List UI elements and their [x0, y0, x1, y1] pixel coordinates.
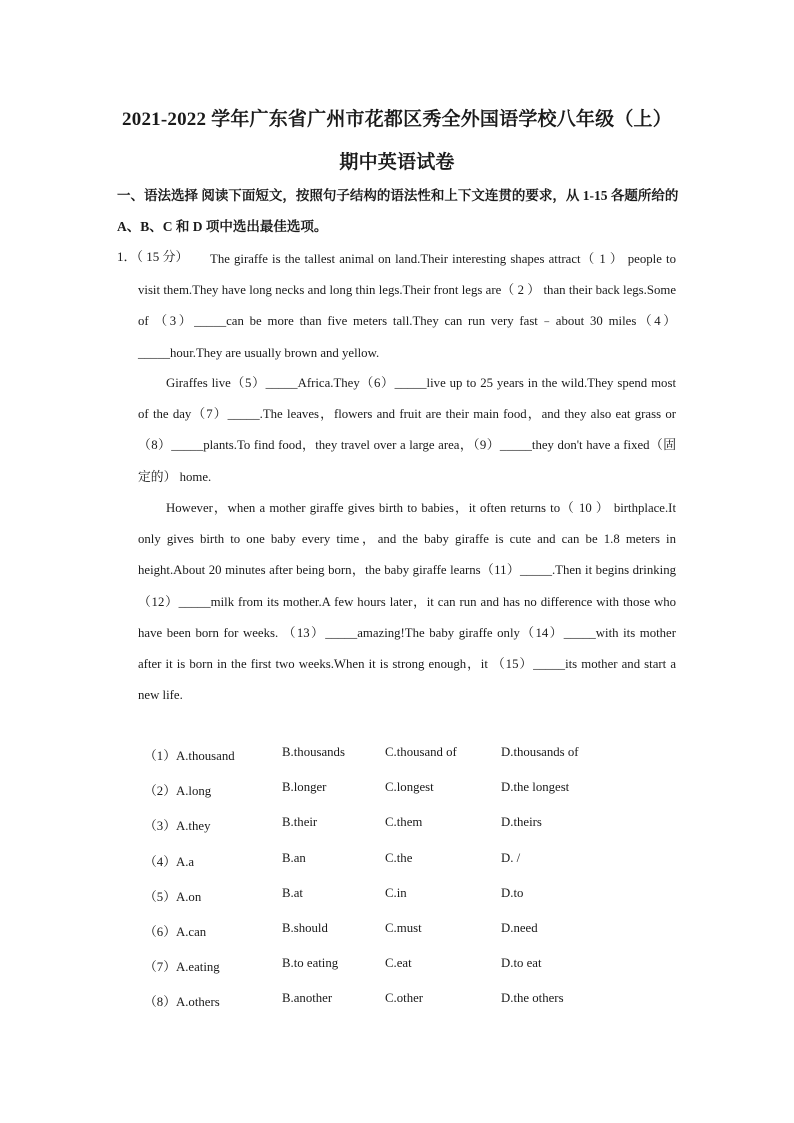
section-heading: 一、语法选择 阅读下面短文，按照句子结构的语法性和上下文连贯的要求，从 1-15 各题所给的 A、B、C 和 D 项中选出最佳选项。: [117, 188, 679, 234]
option-a: （7）A.eating: [144, 960, 220, 975]
options-list: [144, 745, 664, 1027]
option-a: （8）A.others: [144, 995, 220, 1010]
option-d: D. /: [501, 850, 521, 865]
option-d: D.to: [501, 885, 524, 900]
question-number: 1．（ 15 分）: [117, 249, 189, 264]
option-c: C.other: [385, 991, 424, 1006]
exam-title-line1: 2021-2022 学年广东省广州市花都区秀全外国语学校八年级（上）: [122, 109, 672, 130]
option-a: （6）A.can: [144, 924, 207, 939]
option-row: [144, 886, 664, 921]
passage-paragraph-1: [138, 244, 676, 369]
option-row: [144, 956, 664, 991]
option-a: （3）A.they: [144, 819, 211, 834]
option-c: C.the: [385, 850, 413, 865]
option-d: D.the others: [501, 991, 564, 1006]
option-b: B.should: [282, 920, 328, 935]
option-c: C.them: [385, 815, 423, 830]
option-a: （2）A.long: [144, 784, 212, 799]
option-b: B.an: [282, 850, 306, 865]
option-d: D.thousands of: [501, 745, 579, 759]
passage-paragraph-2: Giraffes live（5）_____Africa.They（6）_____live up to 25 years in the wild.They spend most of the day（7）_____.The leaves，flowers and fruit are their main food，and they also eat grass or（8）_____plants.To find food，they travel over a large area，（9）_____they don't have a fixed（固定的） home.: [138, 376, 676, 484]
option-row: [144, 745, 664, 780]
exam-title-line2: 期中英语试卷: [339, 152, 455, 173]
passage-paragraph-3: However，when a mother giraffe gives birth to babies，it often returns to（ 10 ） birthplace.It only gives birth to one baby every time，and the baby giraffe is cute and can be 1.8 meters in height.About 20 minutes after being born，the baby giraffe learns（11）_____.Then it begins drinking（12）_____milk from its mother.A few hours later，it can run and has no difference with those who have been born for weeks. （13）_____amazing!The baby giraffe only（14）_____with its mother after it is born in the first two weeks.When it is strong enough，it （15）_____its mother and start a new life.: [138, 501, 676, 703]
option-b: B.their: [282, 815, 318, 830]
option-row: [144, 921, 664, 956]
option-d: D.theirs: [501, 815, 542, 830]
option-a: （1）A.thousand: [144, 749, 235, 763]
option-c: C.in: [385, 885, 407, 900]
option-b: B.thousands: [282, 745, 345, 759]
option-d: D.need: [501, 920, 538, 935]
option-b: B.to eating: [282, 956, 339, 971]
paragraph-1-text: The giraffe is the tallest animal on land.Their interesting shapes attract（ 1 ） people to visit them.They have long necks and long thin legs.Their front legs are（ 2 ） than their back legs.Some of （3）_____can be more than five meters tall.They can run very fast﹣about 30 miles（4）_____hour.They are usually brown and yellow.: [138, 252, 676, 360]
option-c: C.longest: [385, 780, 434, 795]
option-c: C.must: [385, 920, 422, 935]
option-a: （4）A.a: [144, 854, 195, 869]
option-row: [144, 991, 664, 1026]
option-row: [144, 780, 664, 815]
option-b: B.at: [282, 885, 303, 900]
option-row: [144, 851, 664, 886]
option-c: C.eat: [385, 956, 412, 971]
option-b: B.longer: [282, 780, 327, 795]
option-row: [144, 815, 664, 850]
option-c: C.thousand of: [385, 745, 457, 759]
option-d: D.the longest: [501, 780, 570, 795]
option-d: D.to eat: [501, 956, 542, 971]
option-b: B.another: [282, 991, 333, 1006]
option-a: （5）A.on: [144, 889, 202, 904]
